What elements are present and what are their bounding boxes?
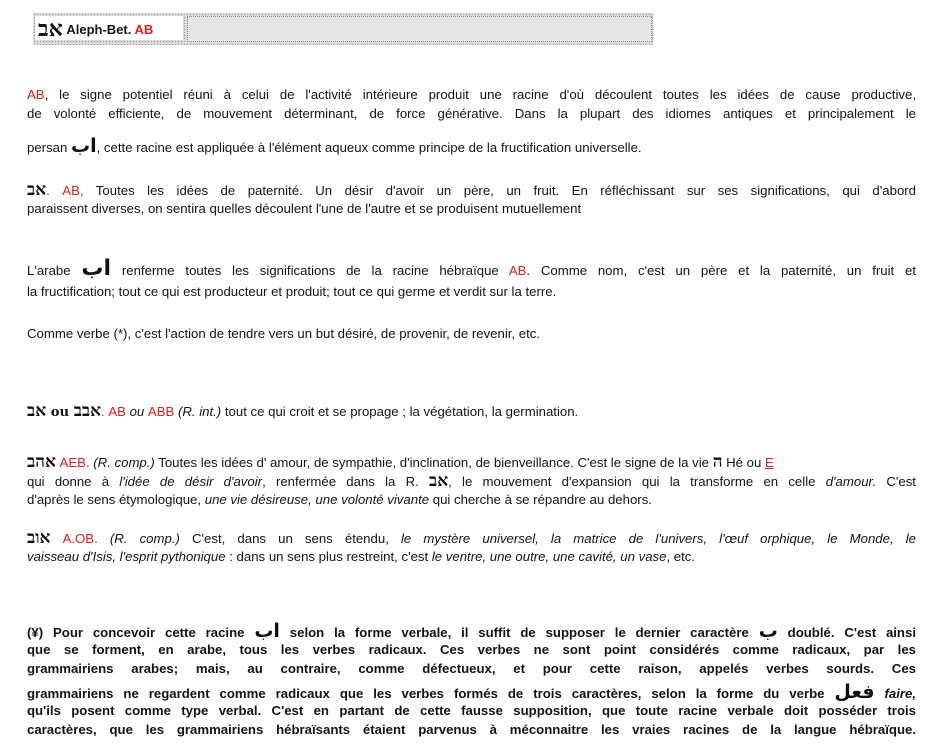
note-italic-4: faire, xyxy=(874,686,916,701)
note-line-4 xyxy=(27,683,916,703)
p6-code: AEB. xyxy=(55,455,90,470)
p6-text-2b: , renfermée dans la R. xyxy=(262,474,430,489)
header-title xyxy=(38,16,153,43)
note-text-4a: grammairiens ne regardent comme radicaux que les verbes formés de trois caractères, selon la forme du verbe xyxy=(27,686,835,701)
p2-line-2: paraissent diverses, on sentira quelles découlent l'une de l'autre et se produisent mutuellement xyxy=(27,201,582,216)
p3-text-c: . Comme nom, c'est un père et la paternité, un fruit et xyxy=(526,263,916,278)
p3-text-a: L'arabe xyxy=(27,263,82,278)
p1-text-1: , le signe potentiel réuni à celui de l'activité intérieure produit une racine d'où découlent toutes les idées de cause productive, xyxy=(44,87,916,102)
p5-line-1 xyxy=(27,402,578,422)
p1-line-3 xyxy=(27,137,642,157)
p6-line-2 xyxy=(27,472,916,491)
p6-italic-3: une vie désireuse, une volonté vivante xyxy=(204,492,430,507)
p7-hebrew: אוב xyxy=(27,528,51,548)
note-line-3: grammairiens arabes; mais, au contraire, comme défectueux, et pour cette raison, appelés verbes sourds. Ces xyxy=(27,661,916,676)
p1-line-1 xyxy=(27,86,916,104)
p6-he: ה xyxy=(712,452,723,472)
p6-italic-2: d'amour. xyxy=(825,474,877,489)
p6-text-2c: , le mouvement d'expansion qui la transforme en celle xyxy=(448,474,826,489)
p1-arabic: اب xyxy=(71,135,97,157)
p7-rcomp: (R. comp.) xyxy=(97,531,180,546)
p7-line-1 xyxy=(27,529,916,548)
note-arabic-2: ب xyxy=(758,620,778,642)
header-title-text: Aleph-Bet. xyxy=(66,22,132,37)
note-text-1a: (¥) Pour concevoir cette racine xyxy=(27,625,255,640)
p5-code-2: ABB xyxy=(147,404,175,419)
p2-text-1: Toutes les idées de paternité. Un désir d'avoir un père, un fruit. En réfléchissant sur ses significations, qui d'abord xyxy=(83,183,917,198)
p1-code: AB xyxy=(27,87,45,102)
p1-text-3b: , cette racine est appliquée à l'élément aqueux comme principe de la fructification universelle. xyxy=(96,140,642,155)
p4-line-1: Comme verbe (*), c'est l'action de tendre vers un but désiré, de provenir, de revenir, etc. xyxy=(27,326,541,341)
p6-line-3 xyxy=(27,491,652,509)
p6-italic-1: l'idée de désir d'avoir xyxy=(119,474,263,489)
p5-hebrew-1: אב xyxy=(27,401,47,421)
p6-hebrew: אהב xyxy=(27,452,56,472)
p6-hebrew-2: אב xyxy=(429,471,449,491)
p1-text-3a: persan xyxy=(27,140,71,155)
note-arabic-3: فعل xyxy=(834,681,875,703)
note-arabic-1: اب xyxy=(254,620,280,642)
p6-text-3b: qui cherche à se répandre au dehors. xyxy=(429,492,652,507)
p3-code: AB xyxy=(508,263,527,278)
p6-he-label: Hé ou xyxy=(722,455,765,470)
p5-ou: ou xyxy=(46,405,74,420)
note-text-1b: selon la forme verbale, il suffit de supposer le dernier caractère xyxy=(279,625,759,640)
p5-rint: (R. int.) xyxy=(174,404,222,419)
p7-italic-1: le mystère universel, la matrice de l'univers, l'œuf orphique, le Monde, le xyxy=(400,531,916,546)
p7-code: A.OB. xyxy=(50,531,98,546)
p3-arabic: اب xyxy=(81,256,112,281)
p6-text-1: Toutes les idées d' amour, de sympathie, d'inclination, de bienveillance. C'est le signe de la vie xyxy=(154,455,713,470)
p6-text-2d: C'est xyxy=(876,474,916,489)
p7-italic-2a: vaisseau d'Isis, l'esprit pythonique xyxy=(27,549,226,564)
note-line-1 xyxy=(27,622,916,642)
p7-text-2a: : dans un sens plus restreint, c'est xyxy=(225,549,432,564)
p7-italic-2b: le ventre, une outre, une cavité, un vase xyxy=(431,549,667,564)
p1-line-2: de volonté efficiente, de mouvement déterminant, de force générative. Dans la plupart des idiomes antiques et principalement le xyxy=(27,106,916,121)
header-code: AB xyxy=(134,22,154,37)
p5-ou-2: ou xyxy=(125,404,148,419)
header-filler-field xyxy=(187,16,652,42)
p3-text-b: renferme toutes les significations de la racine hébraïque xyxy=(111,263,509,278)
p2-code: . AB, xyxy=(46,183,84,198)
note-line-2: que se forment, en arabe, tous les verbes radicaux. Ces verbes ne sont point considérés comme radicaux, par les xyxy=(27,642,916,657)
p7-line-2 xyxy=(27,548,695,566)
p7-text-2b: , etc. xyxy=(666,549,696,564)
p7-text-1a: C'est, dans un sens étendu, xyxy=(179,531,401,546)
p6-rcomp: (R. comp.) xyxy=(89,455,155,470)
p3-line-2: la fructification; tout ce qui est producteur et produit; tout ce qui germe et verdit sur la terre. xyxy=(27,284,557,299)
note-line-6: caractères, que les grammairiens hébraïsants étaient parvenus à méconnaitre les vraies racines de la langue hébraïque. xyxy=(27,722,916,737)
p3-line-1 xyxy=(27,256,916,281)
p6-text-2a: qui donne à xyxy=(27,474,120,489)
p5-text: tout ce qui croit et se propage ; la végétation, la germination. xyxy=(221,404,579,419)
p6-he-code: E xyxy=(765,455,774,470)
p2-line-1 xyxy=(27,181,916,200)
p5-code-1: . AB xyxy=(101,404,126,419)
note-line-5: qu'ils posent comme type verbal. C'est en partant de cette fausse supposition, que toute racine verbale doit posséder trois xyxy=(27,703,916,718)
p5-hebrew-2: אבב xyxy=(73,401,101,421)
p6-text-3a: d'après le sens étymologique, xyxy=(27,492,205,507)
header-hebrew: אב xyxy=(38,16,63,42)
note-text-1c: doublé. C'est ainsi xyxy=(777,625,916,640)
p6-line-1 xyxy=(27,453,916,472)
p2-hebrew: אב xyxy=(27,180,47,200)
